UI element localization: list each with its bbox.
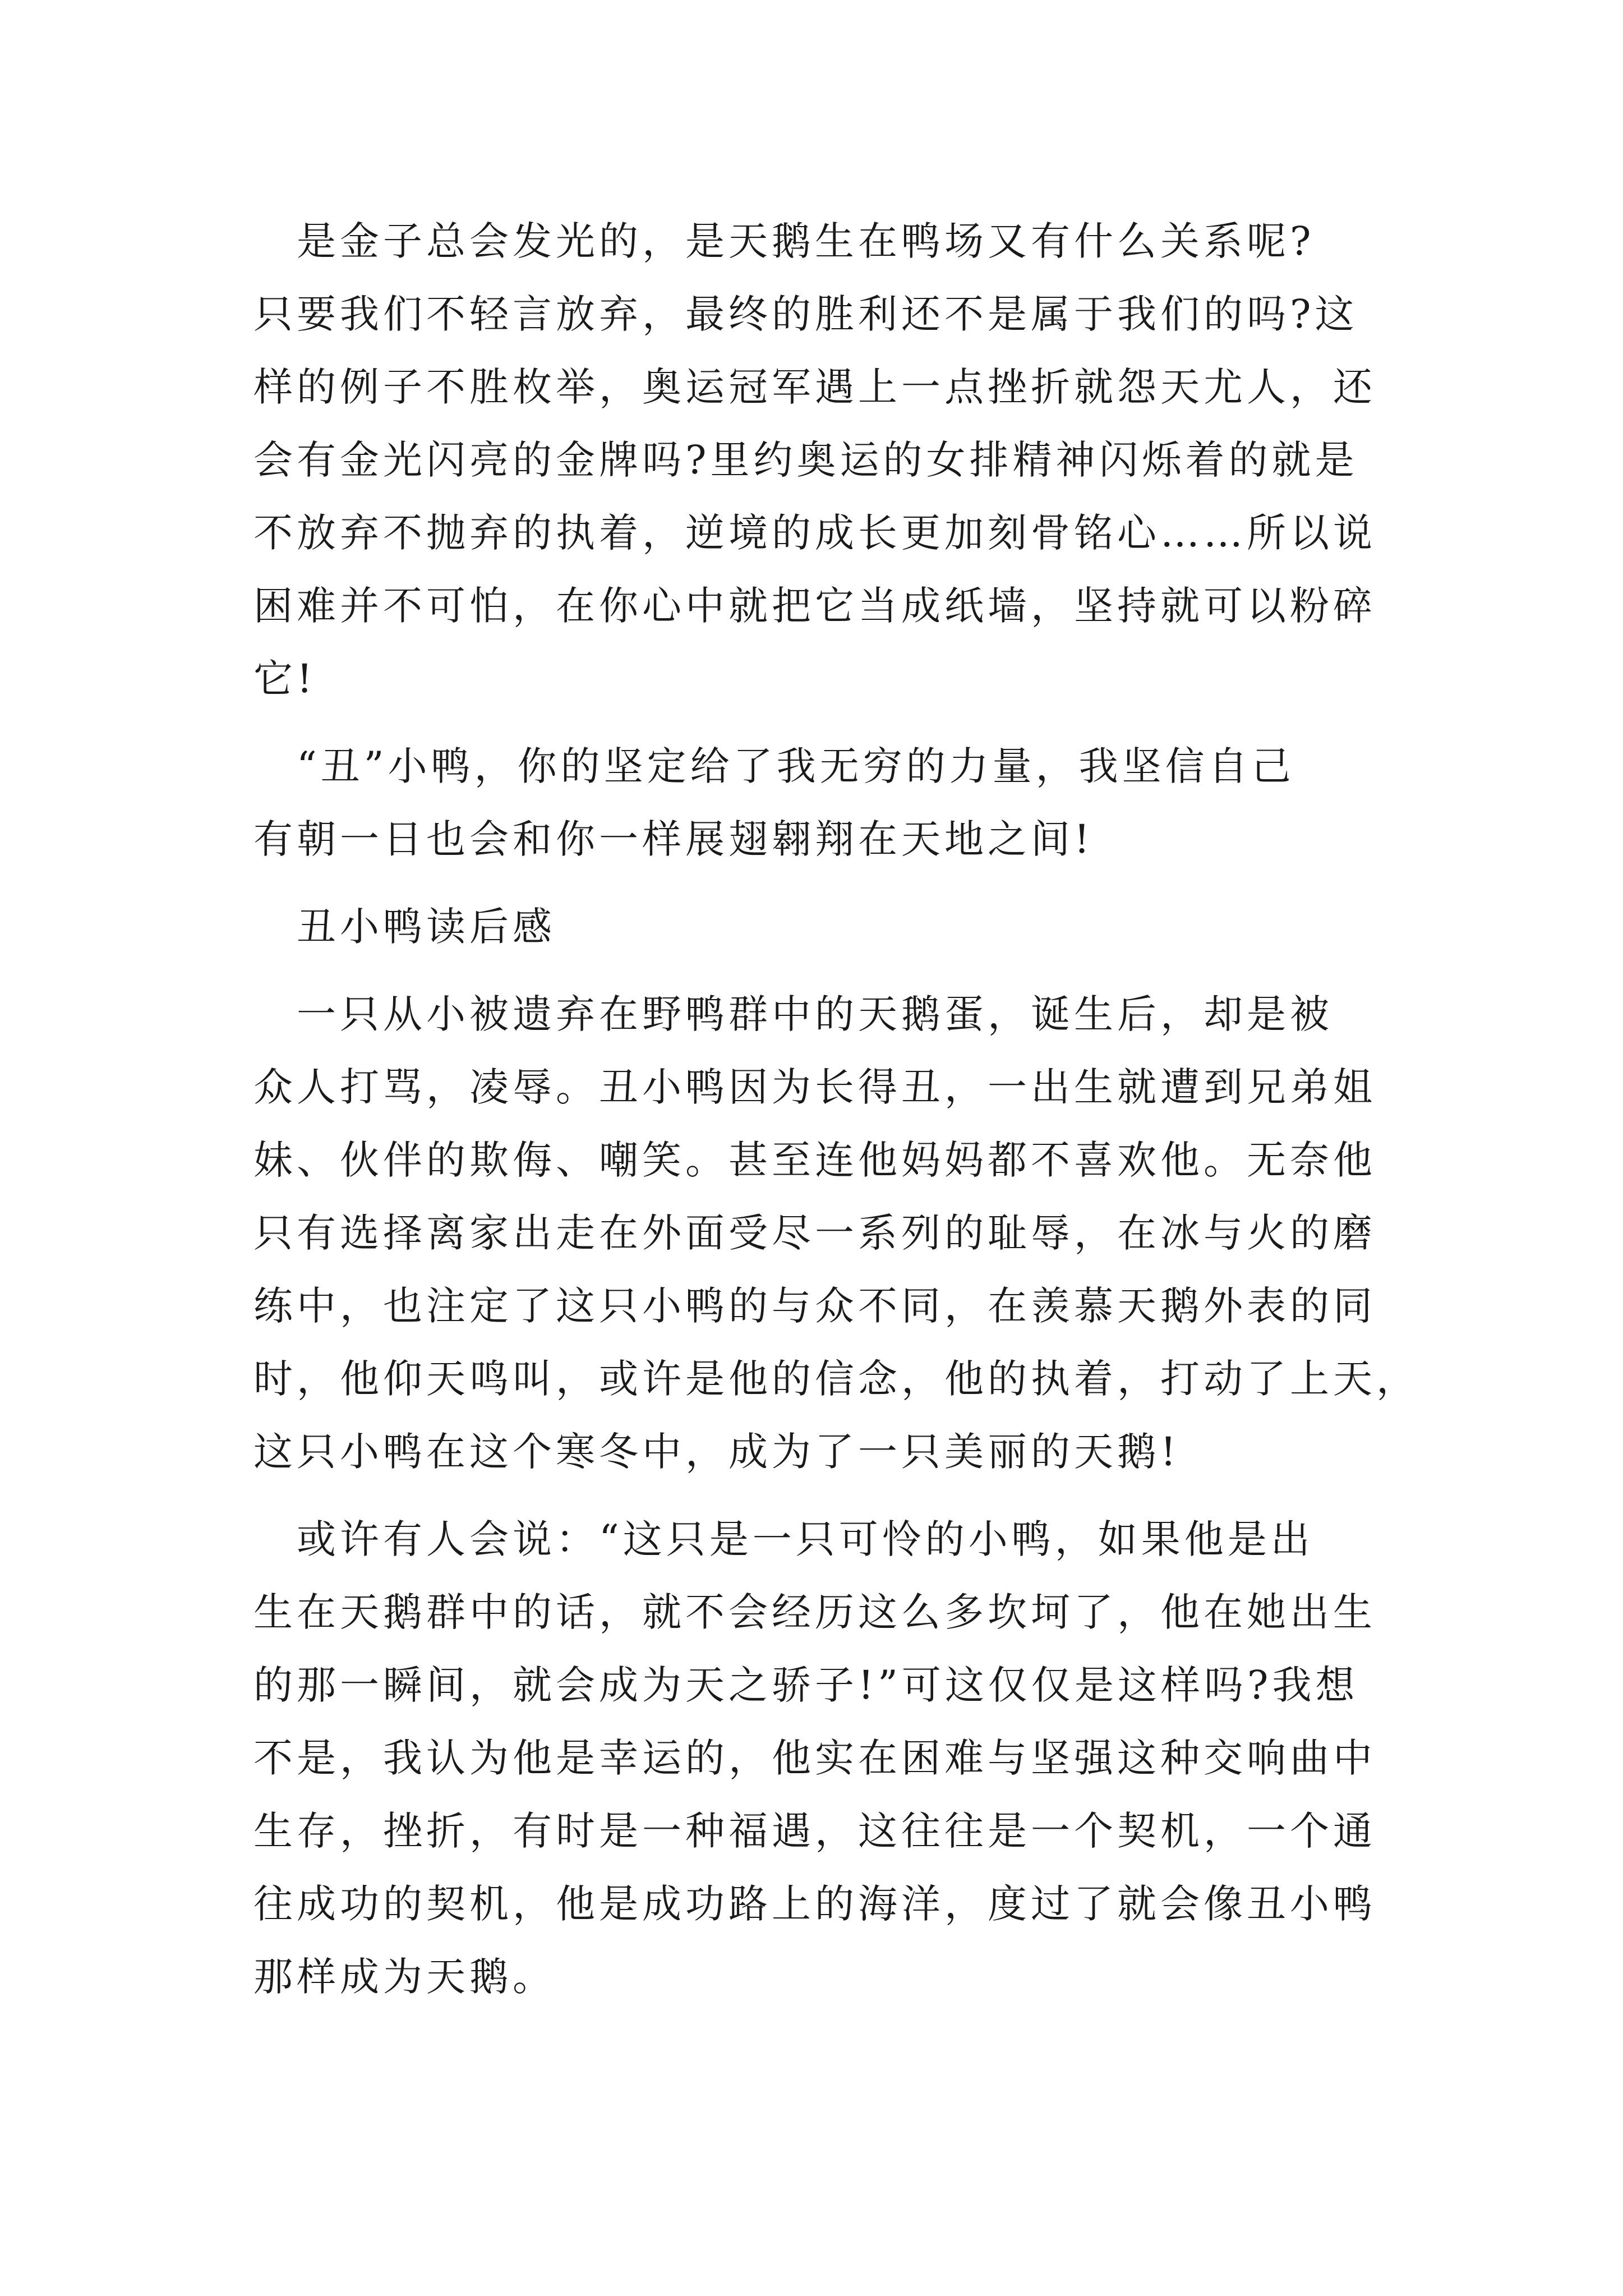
text-line: 不放弃不抛弃的执着，逆境的成长更加刻骨铭心……所以说 <box>253 510 1376 556</box>
text-line: 的那一瞬间，就会成为天之骄子!”可这仅仅是这样吗?我想 <box>253 1662 1359 1708</box>
text-line: 或许有人会说：“这只是一只可怜的小鸭，如果他是出 <box>253 1516 1314 1562</box>
text-line: 妹、伙伴的欺侮、嘲笑。甚至连他妈妈都不喜欢他。无奈他 <box>253 1137 1376 1183</box>
text-line: 往成功的契机，他是成功路上的海洋，度过了就会像丑小鸭 <box>253 1881 1376 1927</box>
text-line: 样的例子不胜枚举，奥运冠军遇上一点挫折就怨天尤人，还 <box>253 364 1376 410</box>
text-line: 那样成为天鹅。 <box>253 1954 556 2000</box>
text-line: “丑”小鸭，你的坚定给了我无穷的力量，我坚信自己 <box>253 743 1295 789</box>
text-line: 会有金光闪亮的金牌吗?里约奥运的女排精神闪烁着的就是 <box>253 437 1358 483</box>
text-line: 时，他仰天鸣叫，或许是他的信念，他的执着，打动了上天， <box>253 1356 1419 1402</box>
text-line: 练中，也注定了这只小鸭的与众不同，在羡慕天鹅外表的同 <box>253 1283 1376 1329</box>
text-line: 一只从小被遗弃在野鸭群中的天鹅蛋，诞生后，却是被 <box>253 991 1333 1037</box>
body-text <box>253 205 1419 2013</box>
text-line: 生存，挫折，有时是一种福遇，这往往是一个契机，一个通 <box>253 1808 1376 1854</box>
text-line: 它! <box>253 656 317 702</box>
text-line: 只要我们不轻言放弃，最终的胜利还不是属于我们的吗?这 <box>253 291 1358 337</box>
text-line: 生在天鹅群中的话，就不会经历这么多坎坷了，他在她出生 <box>253 1589 1376 1635</box>
text-line: 是金子总会发光的，是天鹅生在鸭场又有什么关系呢? <box>253 218 1315 264</box>
text-line: 这只小鸭在这个寒冬中，成为了一只美丽的天鹅! <box>253 1429 1181 1475</box>
text-line: 不是，我认为他是幸运的，他实在困难与坚强这种交响曲中 <box>253 1735 1376 1781</box>
section-title: 丑小鸭读后感 <box>253 904 556 950</box>
text-line: 只有选择离家出走在外面受尽一系列的耻辱，在冰与火的磨 <box>253 1210 1376 1256</box>
text-line: 困难并不可怕，在你心中就把它当成纸墙，坚持就可以粉碎 <box>253 583 1376 629</box>
text-line: 有朝一日也会和你一样展翅翱翔在天地之间! <box>253 816 1094 862</box>
text-line: 众人打骂，凌辱。丑小鸭因为长得丑，一出生就遭到兄弟姐 <box>253 1064 1376 1110</box>
